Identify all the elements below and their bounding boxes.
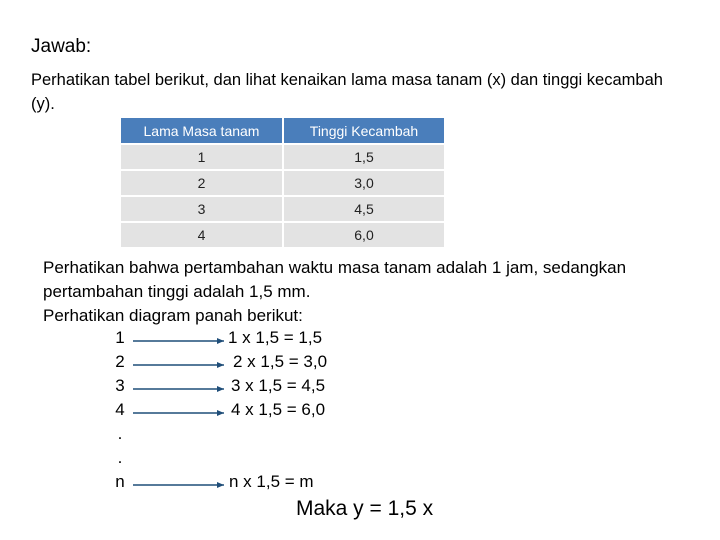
table-cell: 1: [121, 145, 284, 169]
diagram-left-value: 4: [115, 400, 125, 419]
diagram-left-value: .: [117, 424, 123, 443]
diagram-right-expression: 1 x 1,5 = 1,5: [228, 328, 323, 347]
table-cell: 3,0: [284, 171, 444, 195]
answer-heading: Jawab:: [31, 36, 92, 57]
column-header-masa-tanam: Lama Masa tanam: [121, 118, 284, 143]
diagram-right-expression: 2 x 1,5 = 3,0: [233, 352, 328, 371]
diagram-right-expression: 3 x 1,5 = 4,5: [231, 376, 326, 395]
intro-text: Perhatikan tabel berikut, dan lihat kenaikan lama masa tanam (x) dan tinggi kecambah (y).: [31, 71, 663, 113]
table-cell: 2: [121, 171, 284, 195]
diagram-right-expression: n x 1,5 = m: [229, 472, 314, 491]
column-header-tinggi-kecambah: Tinggi Kecambah: [284, 118, 444, 143]
table-cell: 6,0: [284, 223, 444, 247]
diagram-left-value: 1: [115, 328, 125, 347]
conclusion-text: Maka y = 1,5 x: [296, 497, 434, 520]
explanation-line: pertambahan tinggi adalah 1,5 mm.: [43, 282, 311, 301]
explanation-line: Perhatikan bahwa pertambahan waktu masa tanam adalah 1 jam, sedangkan: [43, 258, 627, 277]
diagram-left-value: 3: [115, 376, 125, 395]
diagram-left-value: n: [115, 472, 125, 491]
diagram-left-value: 2: [115, 352, 125, 371]
table-cell: 4: [121, 223, 284, 247]
table-cell: 4,5: [284, 197, 444, 221]
diagram-left-value: .: [117, 448, 123, 467]
table-cell: 3: [121, 197, 284, 221]
table-cell: 1,5: [284, 145, 444, 169]
explanation-line: Perhatikan diagram panah berikut:: [43, 306, 303, 325]
diagram-right-expression: 4 x 1,5 = 6,0: [231, 400, 326, 419]
